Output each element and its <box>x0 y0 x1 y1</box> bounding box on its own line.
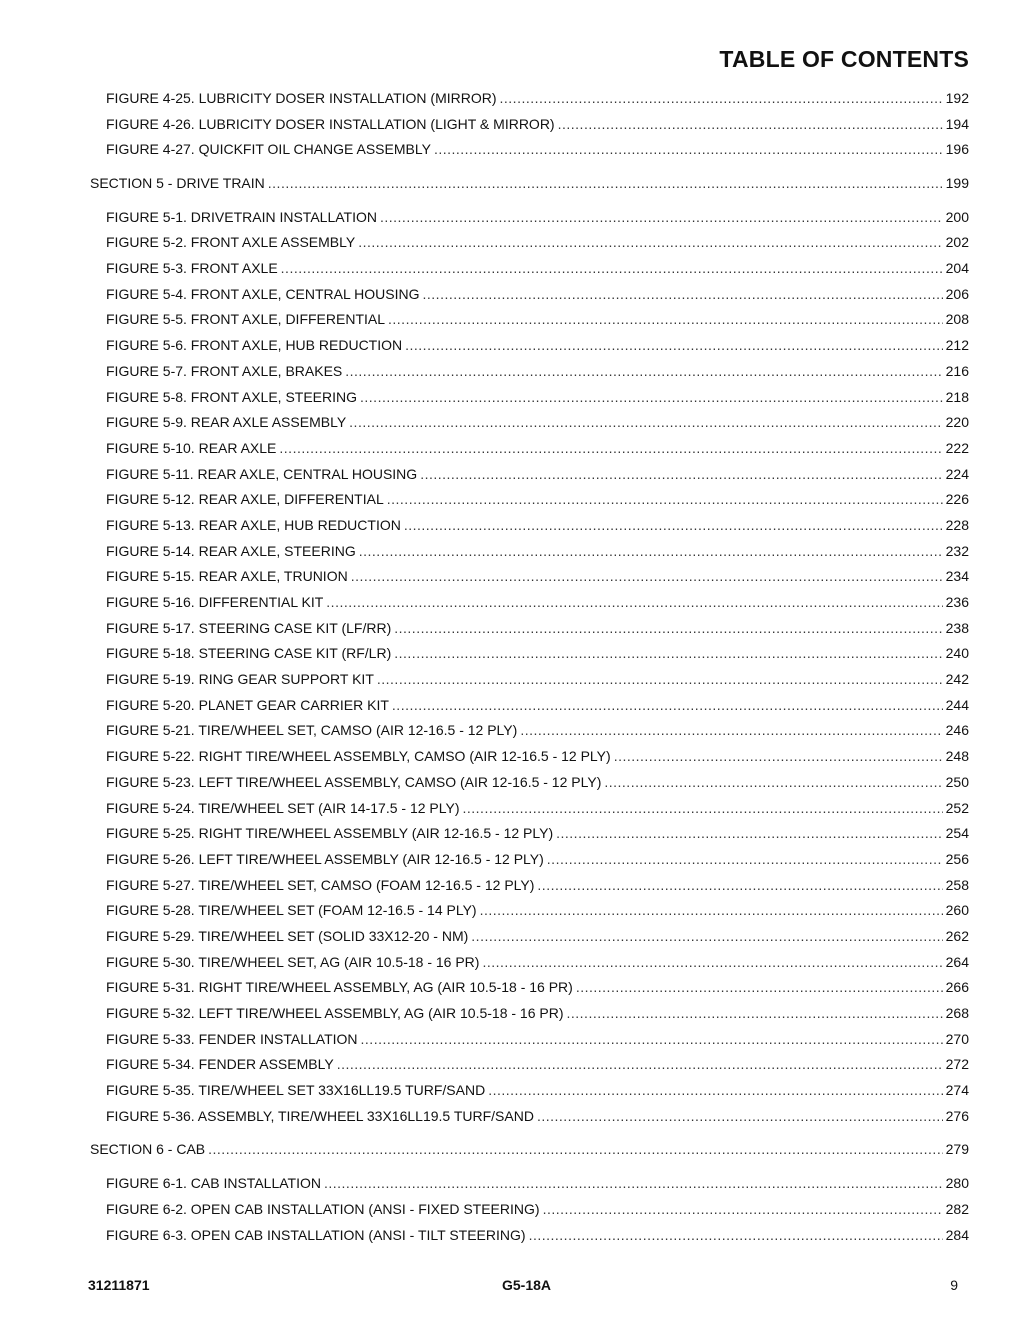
toc-entry-label: FIGURE 5-26. LEFT TIRE/WHEEL ASSEMBLY (AIR 12-16.5 - 12 PLY) <box>106 850 544 867</box>
toc-entry-page: 264 <box>945 953 969 970</box>
toc-figure-entry[interactable] <box>90 282 969 308</box>
dot-leader <box>326 590 942 616</box>
toc-figure-entry[interactable] <box>90 539 969 565</box>
dot-leader <box>463 796 943 822</box>
toc-entry-label: FIGURE 5-18. STEERING CASE KIT (RF/LR) <box>106 645 392 662</box>
dot-leader <box>614 744 943 770</box>
dot-leader <box>377 667 943 693</box>
toc-figure-entry[interactable] <box>90 950 969 976</box>
toc-entry-page: 218 <box>945 388 969 405</box>
toc-entry-label: FIGURE 5-19. RING GEAR SUPPORT KIT <box>106 671 374 688</box>
toc-entry-page: 206 <box>945 285 969 302</box>
toc-entry-page: 284 <box>945 1226 969 1243</box>
toc-entry-page: 252 <box>945 799 969 816</box>
toc-entry-page: 262 <box>945 927 969 944</box>
dot-leader <box>349 410 942 436</box>
toc-figure-entry[interactable] <box>90 1171 969 1197</box>
toc-entry-page: 266 <box>945 979 969 996</box>
toc-figure-entry[interactable] <box>90 1223 969 1249</box>
toc-entry-label: FIGURE 5-14. REAR AXLE, STEERING <box>106 542 356 559</box>
dot-leader <box>361 1027 943 1053</box>
toc-entry-page: 282 <box>945 1200 969 1217</box>
toc-figure-entry[interactable] <box>90 975 969 1001</box>
dot-leader <box>360 385 943 411</box>
toc-entry-label: FIGURE 5-13. REAR AXLE, HUB REDUCTION <box>106 516 401 533</box>
toc-entry-label: FIGURE 5-30. TIRE/WHEEL SET, AG (AIR 10.5-18 - 16 PR) <box>106 953 480 970</box>
toc-entry-page: 270 <box>945 1030 969 1047</box>
toc-entry-label: FIGURE 5-15. REAR AXLE, TRUNION <box>106 568 348 585</box>
toc-entry-page: 208 <box>945 311 969 328</box>
dot-leader <box>537 1104 943 1130</box>
dot-leader <box>404 513 943 539</box>
document-number: 31211871 <box>88 1277 150 1293</box>
dot-leader <box>576 975 943 1001</box>
toc-entry-label: FIGURE 5-3. FRONT AXLE <box>106 260 278 277</box>
toc-figure-entry[interactable] <box>90 821 969 847</box>
toc-figure-entry[interactable] <box>90 385 969 411</box>
page-title: TABLE OF CONTENTS <box>719 46 969 72</box>
toc-figure-entry[interactable] <box>90 898 969 924</box>
toc-figure-entry[interactable] <box>90 1104 969 1130</box>
toc-figure-entry[interactable] <box>90 205 969 231</box>
toc-entry-label: FIGURE 6-1. CAB INSTALLATION <box>106 1175 321 1192</box>
toc-figure-entry[interactable] <box>90 616 969 642</box>
toc-figure-entry[interactable] <box>90 1052 969 1078</box>
toc-entry-label: FIGURE 5-23. LEFT TIRE/WHEEL ASSEMBLY, CAMSO (AIR 12-16.5 - 12 PLY) <box>106 773 602 790</box>
toc-section-entry[interactable] <box>90 171 969 197</box>
toc-figure-entry[interactable] <box>90 308 969 334</box>
toc-entry-page: 234 <box>945 568 969 585</box>
toc-entry-label: FIGURE 5-11. REAR AXLE, CENTRAL HOUSING <box>106 465 418 482</box>
toc-entry-label: FIGURE 5-25. RIGHT TIRE/WHEEL ASSEMBLY (AIR 12-16.5 - 12 PLY) <box>106 825 554 842</box>
toc-figure-entry[interactable] <box>90 137 969 163</box>
dot-leader <box>394 616 942 642</box>
toc-figure-entry[interactable] <box>90 410 969 436</box>
toc-entry-page: 236 <box>945 594 969 611</box>
toc-entry-page: 232 <box>945 542 969 559</box>
toc-figure-entry[interactable] <box>90 744 969 770</box>
toc-entry-page: 192 <box>945 89 969 106</box>
toc-entry-label: FIGURE 5-29. TIRE/WHEEL SET (SOLID 33X12-20 - NM) <box>106 927 469 944</box>
toc-entry-page: 222 <box>945 439 969 456</box>
toc-entry-page: 242 <box>945 671 969 688</box>
toc-figure-entry[interactable] <box>90 86 969 112</box>
dot-leader <box>482 950 942 976</box>
toc-entry-label: FIGURE 5-31. RIGHT TIRE/WHEEL ASSEMBLY, AG (AIR 10.5-18 - 16 PR) <box>106 979 573 996</box>
toc-entry-page: 279 <box>945 1141 969 1158</box>
toc-entry-label: SECTION 6 - CAB <box>90 1141 206 1158</box>
toc-entry-label: FIGURE 5-32. LEFT TIRE/WHEEL ASSEMBLY, AG (AIR 10.5-18 - 16 PR) <box>106 1005 564 1022</box>
toc-entry-label: FIGURE 5-28. TIRE/WHEEL SET (FOAM 12-16.5 - 14 PLY) <box>106 902 477 919</box>
toc-entry-label: FIGURE 5-34. FENDER ASSEMBLY <box>106 1056 334 1073</box>
dot-leader <box>359 539 943 565</box>
toc-figure-entry[interactable] <box>90 770 969 796</box>
toc-entry-page: 246 <box>945 722 969 739</box>
toc-entry-page: 204 <box>945 260 969 277</box>
toc-figure-entry[interactable] <box>90 359 969 385</box>
toc-entry-label: FIGURE 5-5. FRONT AXLE, DIFFERENTIAL <box>106 311 386 328</box>
dot-leader <box>392 693 943 719</box>
toc-entry-label: FIGURE 4-26. LUBRICITY DOSER INSTALLATION (LIGHT & MIRROR) <box>106 115 555 132</box>
dot-leader <box>520 718 942 744</box>
toc-entry-label: FIGURE 5-17. STEERING CASE KIT (LF/RR) <box>106 619 392 636</box>
dot-leader <box>387 487 943 513</box>
toc-entry-page: 274 <box>945 1082 969 1099</box>
toc-entry-label: SECTION 5 - DRIVE TRAIN <box>90 175 265 192</box>
toc-entry-page: 280 <box>945 1175 969 1192</box>
toc-entry-page: 228 <box>945 516 969 533</box>
toc-entry-page: 250 <box>945 773 969 790</box>
toc-figure-entry[interactable] <box>90 924 969 950</box>
toc-figure-entry[interactable] <box>90 719 969 745</box>
toc-figure-entry[interactable] <box>90 1197 969 1223</box>
toc-entry-label: FIGURE 5-1. DRIVETRAIN INSTALLATION <box>106 208 377 225</box>
table-of-contents <box>90 86 969 1248</box>
toc-entry-label: FIGURE 5-33. FENDER INSTALLATION <box>106 1030 358 1047</box>
toc-entry-label: FIGURE 6-3. OPEN CAB INSTALLATION (ANSI - TILT STEERING) <box>106 1226 526 1243</box>
toc-entry-page: 238 <box>945 619 969 636</box>
toc-figure-entry[interactable] <box>90 873 969 899</box>
toc-figure-entry[interactable] <box>90 564 969 590</box>
dot-leader <box>423 282 943 308</box>
toc-entry-label: FIGURE 5-9. REAR AXLE ASSEMBLY <box>106 414 347 431</box>
toc-figure-entry[interactable] <box>90 333 969 359</box>
toc-figure-entry[interactable] <box>90 693 969 719</box>
toc-figure-entry[interactable] <box>90 641 969 667</box>
dot-leader <box>537 873 942 899</box>
toc-entry-page: 200 <box>945 208 969 225</box>
toc-entry-page: 216 <box>945 362 969 379</box>
toc-entry-label: FIGURE 5-24. TIRE/WHEEL SET (AIR 14-17.5 - 12 PLY) <box>106 799 460 816</box>
dot-leader <box>208 1137 943 1163</box>
model-number: G5-18A <box>502 1277 552 1293</box>
toc-entry-page: 240 <box>945 645 969 662</box>
toc-figure-entry[interactable] <box>90 1001 969 1027</box>
dot-leader <box>388 307 943 333</box>
toc-figure-entry[interactable] <box>90 847 969 873</box>
toc-entry-label: FIGURE 5-27. TIRE/WHEEL SET, CAMSO (FOAM 12-16.5 - 12 PLY) <box>106 876 535 893</box>
toc-entry-label: FIGURE 5-22. RIGHT TIRE/WHEEL ASSEMBLY, CAMSO (AIR 12-16.5 - 12 PLY) <box>106 748 611 765</box>
toc-figure-entry[interactable] <box>90 436 969 462</box>
toc-entry-label: FIGURE 5-10. REAR AXLE <box>106 439 277 456</box>
toc-entry-label: FIGURE 5-21. TIRE/WHEEL SET, CAMSO (AIR 12-16.5 - 12 PLY) <box>106 722 518 739</box>
toc-entry-page: 194 <box>945 115 969 132</box>
toc-entry-page: 268 <box>945 1005 969 1022</box>
toc-entry-label: FIGURE 5-2. FRONT AXLE ASSEMBLY <box>106 234 356 251</box>
dot-leader <box>488 1078 942 1104</box>
toc-figure-entry[interactable] <box>90 462 969 488</box>
dot-leader <box>529 1223 943 1249</box>
dot-leader <box>337 1052 943 1078</box>
page-number: 9 <box>950 1277 958 1293</box>
dot-leader <box>480 898 943 924</box>
dot-leader <box>471 924 942 950</box>
dot-leader <box>556 821 943 847</box>
dot-leader <box>547 847 943 873</box>
toc-entry-label: FIGURE 5-12. REAR AXLE, DIFFERENTIAL <box>106 491 384 508</box>
dot-leader <box>543 1197 943 1223</box>
dot-leader <box>567 1001 943 1027</box>
toc-figure-entry[interactable] <box>90 1027 969 1053</box>
dot-leader <box>268 171 943 197</box>
toc-entry-page: 272 <box>945 1056 969 1073</box>
dot-leader <box>434 137 943 163</box>
toc-entry-page: 260 <box>945 902 969 919</box>
toc-entry-label: FIGURE 5-7. FRONT AXLE, BRAKES <box>106 362 343 379</box>
dot-leader <box>604 770 942 796</box>
dot-leader <box>500 86 943 112</box>
toc-figure-entry[interactable] <box>90 590 969 616</box>
toc-entry-page: 196 <box>945 141 969 158</box>
toc-entry-page: 220 <box>945 414 969 431</box>
dot-leader <box>380 205 943 231</box>
dot-leader <box>281 256 943 282</box>
dot-leader <box>394 641 942 667</box>
toc-entry-page: 258 <box>945 876 969 893</box>
toc-entry-page: 224 <box>945 465 969 482</box>
toc-entry-page: 226 <box>945 491 969 508</box>
dot-leader <box>358 230 942 256</box>
dot-leader <box>420 462 942 488</box>
toc-figure-entry[interactable] <box>90 796 969 822</box>
toc-entry-label: FIGURE 5-35. TIRE/WHEEL SET 33X16LL19.5 TURF/SAND <box>106 1082 486 1099</box>
toc-entry-label: FIGURE 5-6. FRONT AXLE, HUB REDUCTION <box>106 337 403 354</box>
toc-entry-label: FIGURE 5-20. PLANET GEAR CARRIER KIT <box>106 696 389 713</box>
dot-leader <box>351 564 943 590</box>
toc-figure-entry[interactable] <box>90 230 969 256</box>
toc-entry-page: 212 <box>945 337 969 354</box>
toc-entry-label: FIGURE 4-25. LUBRICITY DOSER INSTALLATION (MIRROR) <box>106 89 497 106</box>
toc-entry-label: FIGURE 5-36. ASSEMBLY, TIRE/WHEEL 33X16LL19.5 TURF/SAND <box>106 1107 534 1124</box>
toc-entry-label: FIGURE 5-8. FRONT AXLE, STEERING <box>106 388 358 405</box>
toc-figure-entry[interactable] <box>90 487 969 513</box>
dot-leader <box>279 436 942 462</box>
toc-entry-page: 276 <box>945 1107 969 1124</box>
toc-entry-label: FIGURE 6-2. OPEN CAB INSTALLATION (ANSI - FIXED STEERING) <box>106 1200 540 1217</box>
toc-entry-page: 202 <box>945 234 969 251</box>
toc-entry-label: FIGURE 5-4. FRONT AXLE, CENTRAL HOUSING <box>106 285 420 302</box>
toc-entry-page: 248 <box>945 748 969 765</box>
toc-entry-label: FIGURE 5-16. DIFFERENTIAL KIT <box>106 594 324 611</box>
toc-entry-page: 244 <box>945 696 969 713</box>
toc-entry-page: 254 <box>945 825 969 842</box>
dot-leader <box>345 359 942 385</box>
toc-figure-entry[interactable] <box>90 1078 969 1104</box>
toc-section-entry[interactable] <box>90 1138 969 1164</box>
dot-leader <box>405 333 943 359</box>
dot-leader <box>324 1171 943 1197</box>
toc-figure-entry[interactable] <box>90 667 969 693</box>
toc-figure-entry[interactable] <box>90 513 969 539</box>
toc-entry-page: 256 <box>945 850 969 867</box>
dot-leader <box>558 112 943 138</box>
toc-entry-page: 199 <box>945 175 969 192</box>
toc-figure-entry[interactable] <box>90 256 969 282</box>
toc-entry-label: FIGURE 4-27. QUICKFIT OIL CHANGE ASSEMBLY <box>106 141 431 158</box>
toc-figure-entry[interactable] <box>90 112 969 138</box>
